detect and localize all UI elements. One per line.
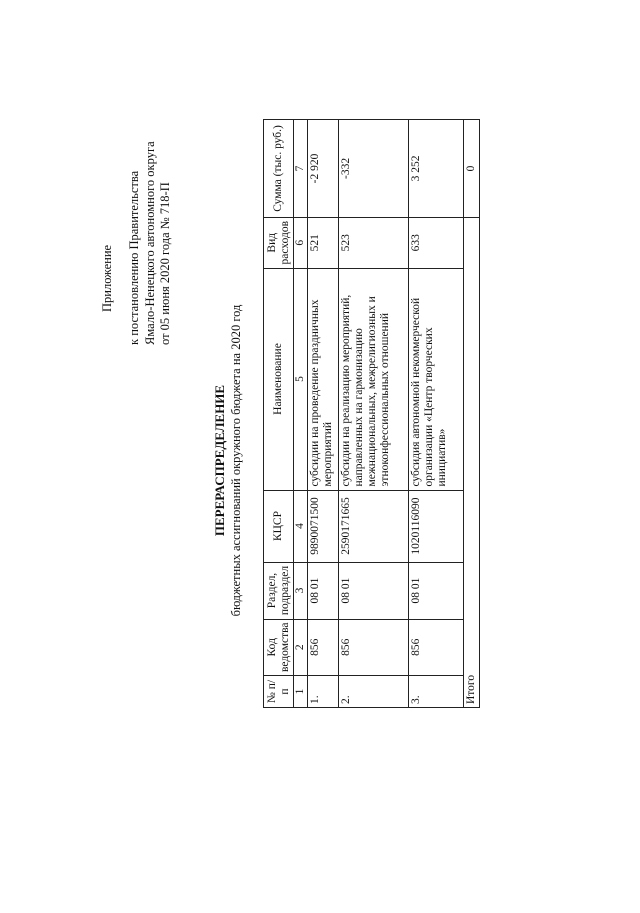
document-subtitle: бюджетных ассигнований окружного бюджета на 2020 год (229, 304, 243, 617)
header-cell-name: Наименование (264, 268, 294, 490)
header-cell-kcsr: КЦСР (264, 490, 294, 562)
row-number: 3. (409, 676, 464, 708)
column-number: 4 (294, 490, 308, 562)
row-dept-code: 856 (339, 619, 409, 675)
table-row (308, 119, 339, 707)
row-expense-type: 523 (339, 217, 409, 268)
header-cell-section: Раздел, подраздел (264, 562, 294, 619)
decree-line: Ямало-Ненецкого автономного округа (142, 141, 157, 345)
budget-table (263, 119, 480, 708)
row-number: 2. (339, 676, 409, 708)
row-name: субсидии на реализацию мероприятий, направленных на гармонизацию межнациональных, межрелигиозных и этноконфессиональных отношений (339, 268, 409, 490)
appendix-label: Приложение (100, 244, 114, 312)
row-section: 08 01 (409, 562, 464, 619)
row-section: 08 01 (308, 562, 339, 619)
row-expense-type: 521 (308, 217, 339, 268)
header-cell-dept-code: Код ведомства (264, 619, 294, 675)
column-number: 2 (294, 619, 308, 675)
row-name: субсидии на проведение праздничных мероприятий (308, 268, 339, 490)
row-amount: -332 (339, 119, 409, 217)
column-number: 5 (294, 268, 308, 490)
row-kcsr: 9890071500 (308, 490, 339, 562)
column-number-row (294, 119, 308, 707)
row-name: субсидия автономной некоммерческой организации «Центр творческих инициатив» (409, 268, 464, 490)
header-cell-amount: Сумма (тыс. руб.) (264, 119, 294, 217)
document-title: ПЕРЕРАСПРЕДЕЛЕНИЕ (212, 384, 227, 537)
decree-line: от 05 июня 2020 года № 718-П (158, 182, 172, 345)
table-row (409, 119, 464, 707)
decree-line: к постановлению Правительства (127, 170, 141, 345)
row-dept-code: 856 (409, 619, 464, 675)
row-kcsr: 1020116090 (409, 490, 464, 562)
total-label: Итого (464, 217, 480, 707)
table-header-row (264, 119, 294, 707)
decree-reference (127, 141, 174, 345)
header-cell-expense-type: Вид расходов (264, 217, 294, 268)
column-number: 6 (294, 217, 308, 268)
table-row (339, 119, 409, 707)
row-kcsr: 2590171665 (339, 490, 409, 562)
total-value: 0 (464, 119, 480, 217)
row-expense-type: 633 (409, 217, 464, 268)
column-number: 3 (294, 562, 308, 619)
row-amount: -2 920 (308, 119, 339, 217)
total-row (464, 119, 480, 707)
column-number: 7 (294, 119, 308, 217)
row-section: 08 01 (339, 562, 409, 619)
column-number: 1 (294, 676, 308, 708)
header-cell-number: № п/п (264, 676, 294, 708)
row-number: 1. (308, 676, 339, 708)
row-amount: 3 252 (409, 119, 464, 217)
row-dept-code: 856 (308, 619, 339, 675)
